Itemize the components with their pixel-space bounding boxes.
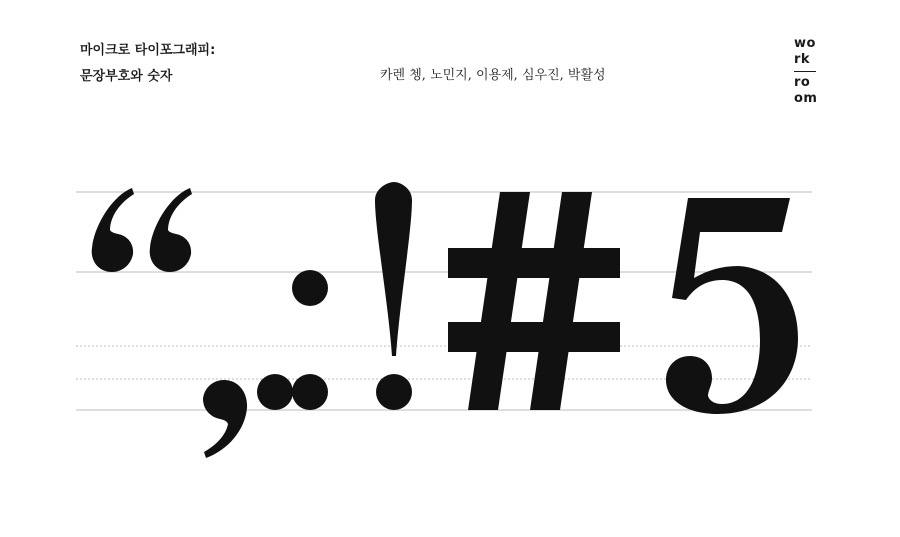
title-line-2: 문장부호와 숫자 (80, 69, 173, 84)
five-glyph (666, 198, 798, 414)
exclamation-stem (375, 182, 412, 356)
logo-text-ro: ro (794, 75, 811, 90)
logo-text-om: om (794, 91, 818, 106)
open-quote-glyph (92, 188, 192, 272)
colon-bottom-dot (292, 374, 328, 410)
comma-glyph (203, 380, 247, 458)
colon-top-dot (292, 270, 328, 306)
exclamation-dot (376, 374, 412, 410)
logo-text-rk: rk (794, 52, 811, 67)
hash-glyph (448, 192, 620, 410)
logo-text-wo: wo (794, 36, 816, 51)
period-glyph (257, 374, 293, 410)
authors-list: 카렌 쳉, 노민지, 이용제, 심우진, 박활성 (380, 68, 606, 83)
title-line-1: 마이크로 타이포그래피: (80, 43, 216, 58)
